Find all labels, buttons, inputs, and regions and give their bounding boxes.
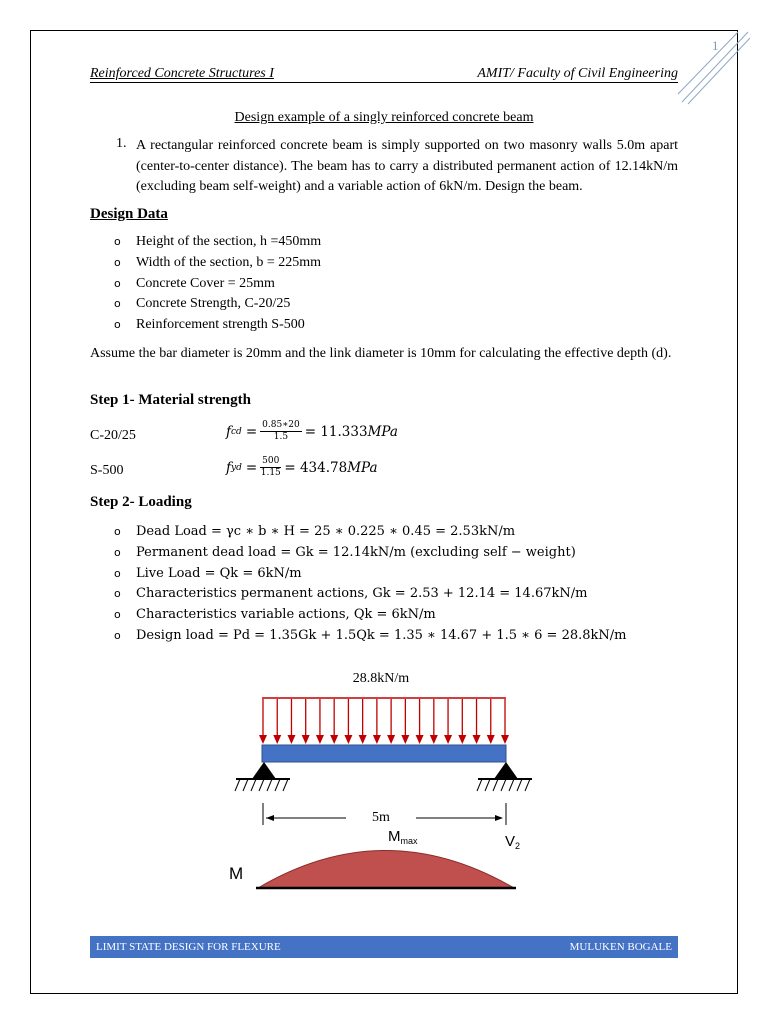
design-data-heading: Design Data (90, 206, 168, 222)
loading-list (114, 522, 626, 647)
load-arrow-head (359, 735, 367, 744)
list-item: o Live Load = Qk = 6kN/m (114, 564, 626, 585)
footer-author: MULUKEN BOGALE (569, 941, 672, 953)
bullet-icon: o (114, 525, 121, 538)
fcd-equation: f cd = $\frac{0.85∗20}{1.5}$ = 11.333 MPa (226, 420, 398, 442)
list-item: o Dead Load = γc ∗ b ∗ H = 25 ∗ 0.225 ∗ 0.45 = 2.53kN/m (114, 522, 626, 543)
running-header (90, 64, 678, 83)
bullet-icon: o (114, 276, 121, 290)
load-arrow-head (401, 735, 409, 744)
bullet-icon: o (114, 608, 121, 622)
load-arrow-head (330, 735, 338, 744)
fyd-equation: f yd = $\frac{500}{1.15}$ = 434.78 MPa (226, 456, 378, 478)
footer-topic: LIMIT STATE DESIGN FOR FLEXURE (96, 941, 281, 953)
load-label: 28.8kN/m (352, 671, 410, 686)
load-arrow-head (487, 735, 495, 744)
load-arrow-head (430, 735, 438, 744)
bullet-icon: o (114, 587, 121, 601)
load-arrow-head (501, 735, 509, 744)
page-number: 1 (712, 38, 719, 53)
load-arrow-head (273, 735, 281, 744)
list-item: o Characteristics variable actions, Qk = 6kN/m (114, 605, 626, 626)
v2-label: $V_2$ (505, 833, 521, 851)
right-support (477, 762, 532, 791)
step1-heading: Step 1- Material strength (90, 392, 251, 408)
header-faculty: AMIT/ Faculty of Civil Engineering (477, 66, 678, 81)
list-item: o Height of the section, h =450mm (114, 232, 321, 253)
step2-heading: Step 2- Loading (90, 494, 192, 510)
problem-number: 1. (116, 136, 127, 151)
span-label: 5m (372, 810, 390, 825)
load-arrow-head (302, 735, 310, 744)
bullet-icon: o (114, 545, 121, 559)
beam (262, 745, 506, 762)
list-item: o Permanent dead load = Gk = 12.14kN/m (excluding self − weight) (114, 543, 626, 564)
list-item: o Concrete Cover = 25mm (114, 274, 321, 295)
load-arrow-head (444, 735, 452, 744)
concrete-grade-label: C-20/25 (90, 428, 136, 443)
load-arrow-head (458, 735, 466, 744)
running-footer (90, 936, 678, 958)
steel-grade-label: S-500 (90, 463, 124, 478)
moment-diagram (258, 851, 514, 889)
problem-statement: A rectangular reinforced concrete beam is simply supported on two masonry walls 5.0m apart (center-to-center distance). The beam has to carry a distributed permanent action of 12.14kN/m (excluding beam self-weight) and a variable action of 6kN/m. Design the beam. (136, 138, 678, 194)
bullet-icon: o (114, 255, 121, 269)
load-arrow-head (287, 735, 295, 744)
load-arrow-head (259, 735, 267, 744)
list-item: o Characteristics permanent actions, Gk = 2.53 + 12.14 = 14.67kN/m (114, 584, 626, 605)
moment-label: M (229, 864, 244, 883)
distributed-load-arrows (259, 699, 509, 744)
bullet-icon: o (114, 628, 121, 642)
list-item: o Width of the section, b = 225mm (114, 253, 321, 274)
load-arrow-head (344, 735, 352, 744)
load-arrow-head (387, 735, 395, 744)
list-item: o Reinforcement strength S-500 (114, 315, 321, 336)
list-item: o Design load = Pd = 1.35Gk + 1.5Qk = 1.35 ∗ 14.67 + 1.5 ∗ 6 = 28.8kN/m (114, 626, 626, 647)
design-data-list (114, 232, 321, 336)
mmax-label: $M_{max}$ (388, 828, 418, 846)
corner-decoration (676, 30, 752, 106)
beam-load-diagram (220, 665, 550, 895)
load-arrow-head (473, 735, 481, 744)
bullet-icon: o (114, 566, 121, 580)
load-arrow-head (373, 735, 381, 744)
list-item: o Concrete Strength, C-20/25 (114, 294, 321, 315)
bullet-icon: o (114, 297, 121, 311)
bullet-icon: o (114, 318, 121, 332)
load-arrow-head (316, 735, 324, 744)
left-support (235, 762, 290, 791)
bullet-icon: o (114, 235, 121, 248)
document-title: Design example of a singly reinforced concrete beam (234, 110, 534, 125)
load-arrow-head (416, 735, 424, 744)
assumption-text: Assume the bar diameter is 20mm and the link diameter is 10mm for calculating the effective depth (d). (90, 346, 672, 361)
header-course-title: Reinforced Concrete Structures I (90, 66, 274, 81)
